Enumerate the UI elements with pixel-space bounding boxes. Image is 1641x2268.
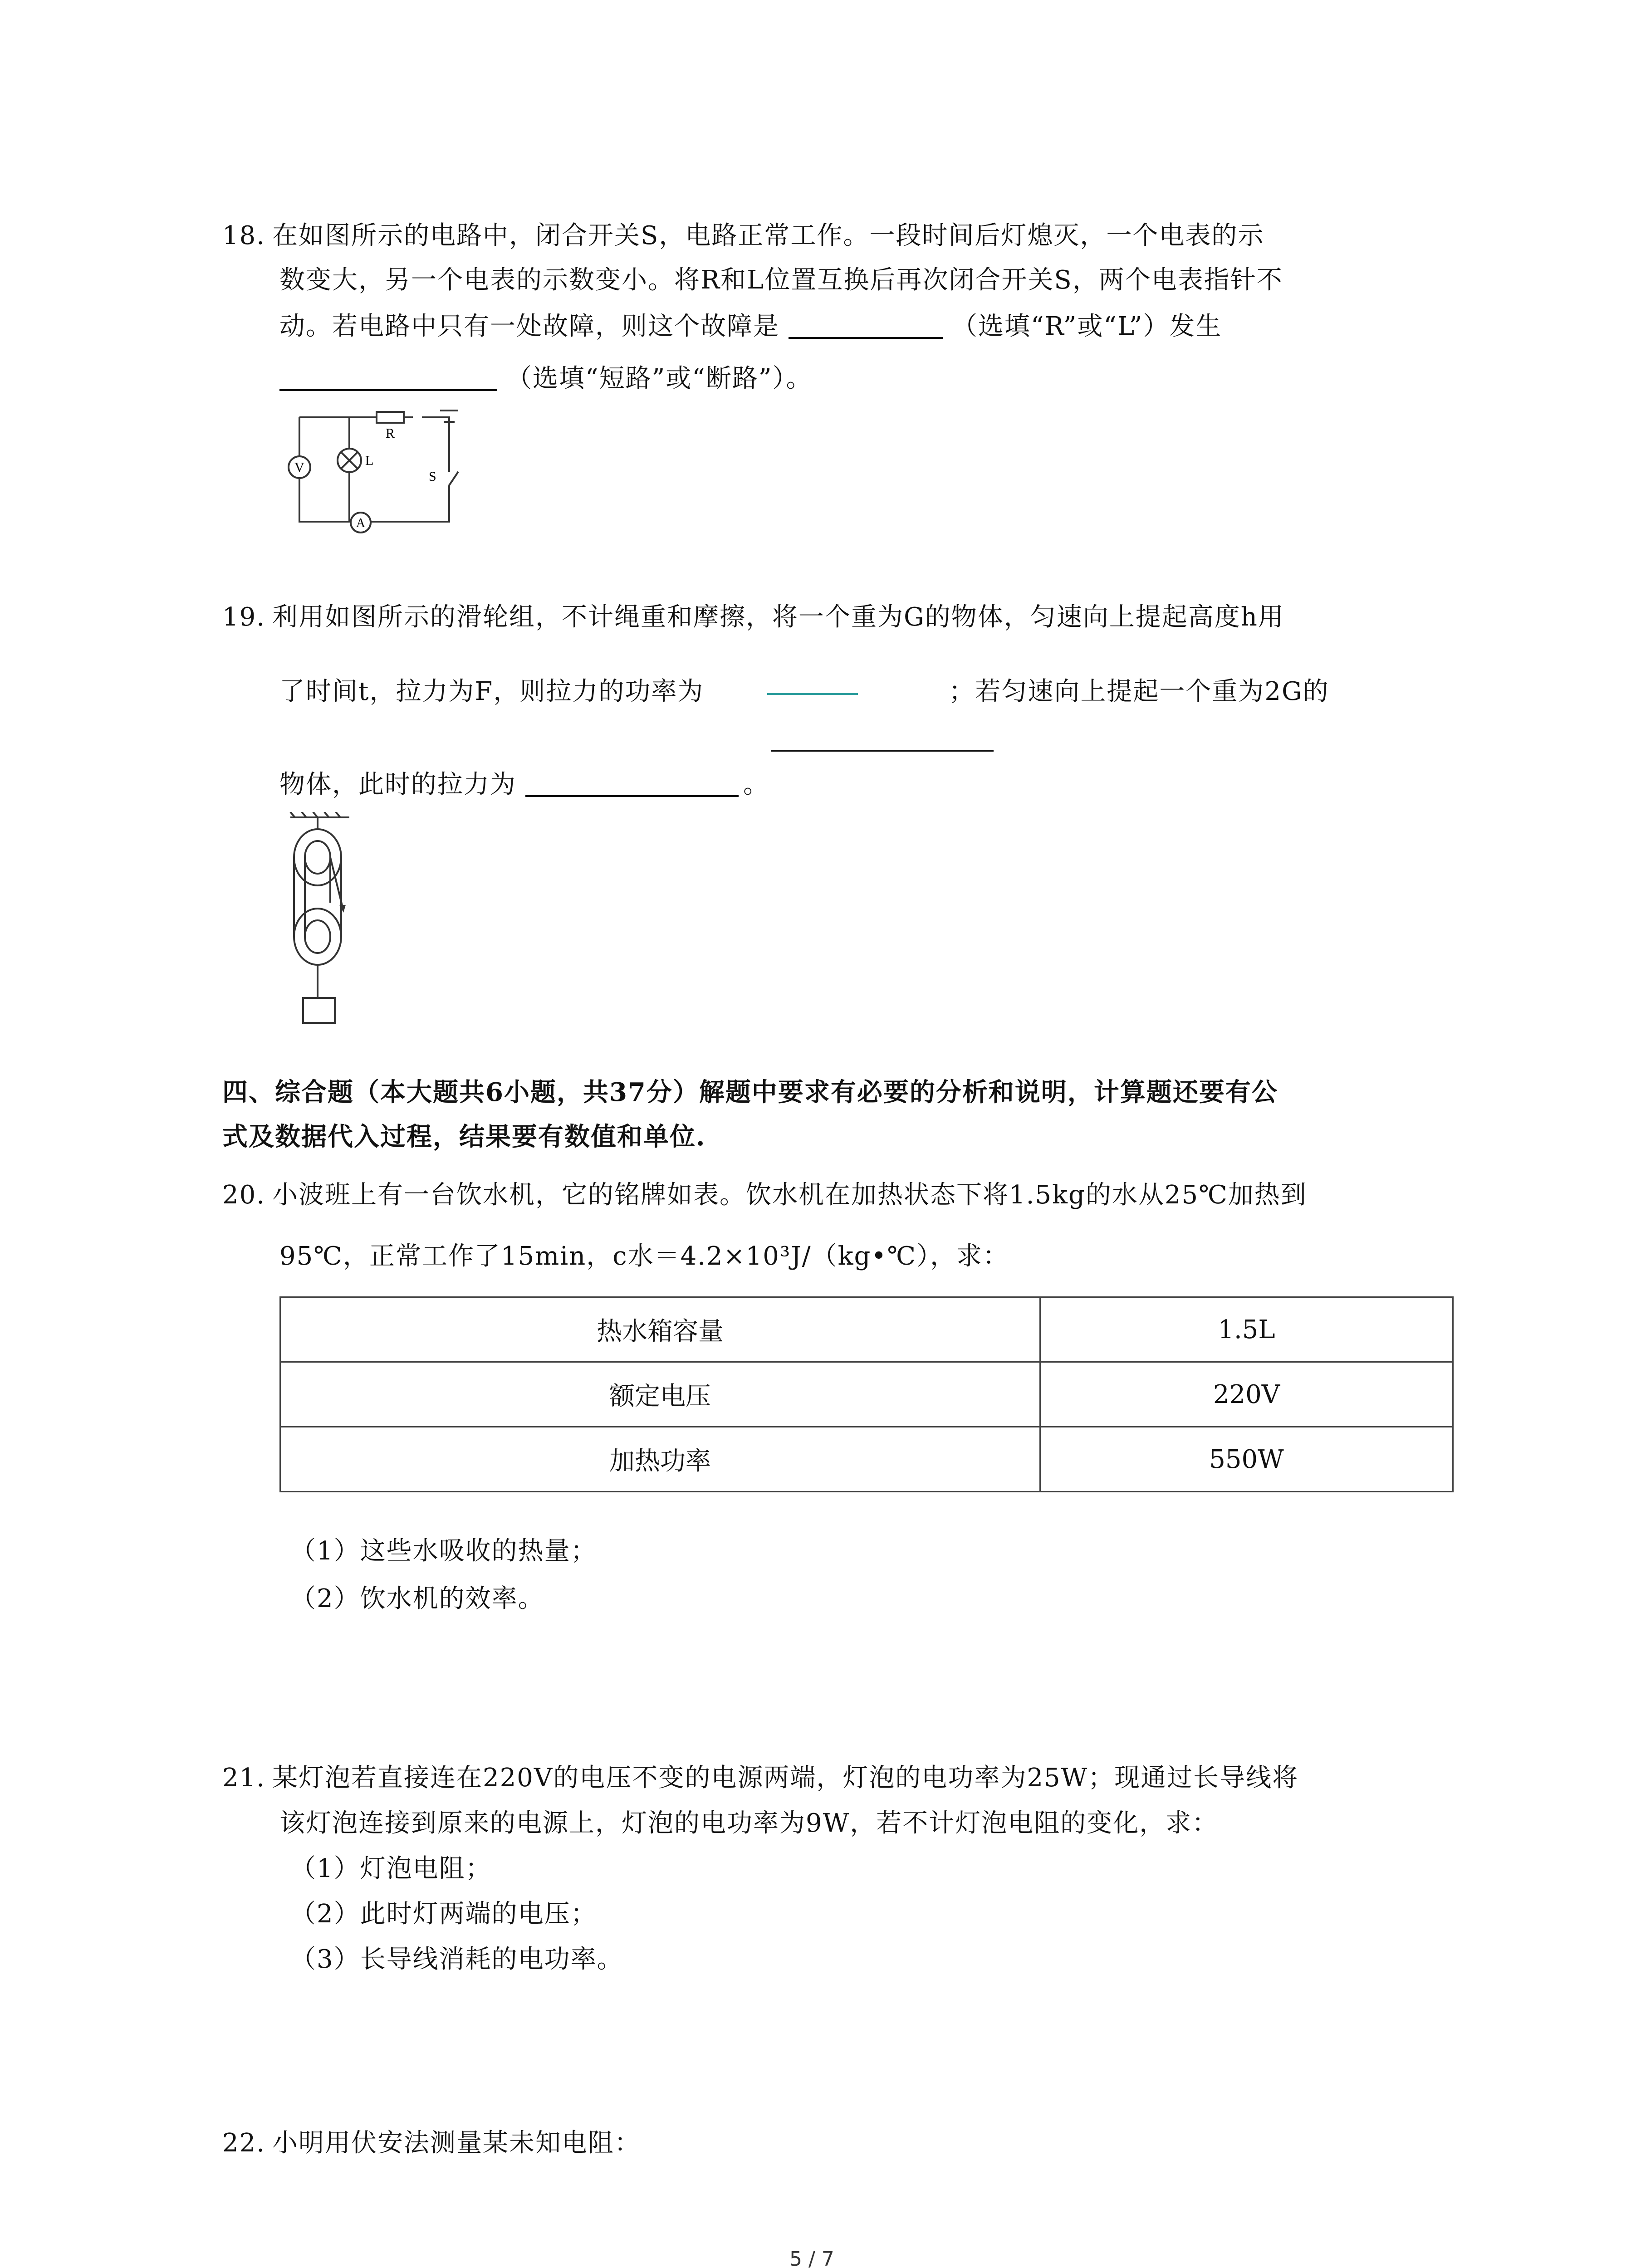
- q21-sub2: （2）此时灯两端的电压；: [290, 1899, 597, 1929]
- page-number: 5 / 7: [789, 2248, 834, 2268]
- table-cell-label: 加热功率: [280, 1427, 1040, 1492]
- q19-line1: 19. 利用如图所示的滑轮组，不计绳重和摩擦，将一个重为G的物体，匀速向上提起高度h用: [222, 601, 1284, 633]
- q18-circuit-diagram: [272, 404, 463, 540]
- circuit-label-v: V: [294, 460, 304, 475]
- q21-number: 21.: [222, 1763, 266, 1793]
- table-cell-value: 550W: [1040, 1427, 1453, 1492]
- section4-heading-line1: 四、综合题（本大题共6小题，共37分）解题中要求有必要的分析和说明，计算题还要有公: [222, 1077, 1278, 1107]
- table-cell-label: 热水箱容量: [280, 1297, 1040, 1362]
- table-row: [280, 1297, 1453, 1362]
- q21-line1: 21. 某灯泡若直接连在220V的电压不变的电源两端，灯泡的电功率为25W；现通过长导线将: [222, 1762, 1298, 1794]
- q19-answer-blank-1[interactable]: [771, 723, 994, 752]
- q18-number: 18.: [222, 221, 266, 250]
- q21-sub1: （1）灯泡电阻；: [290, 1854, 492, 1883]
- q21-sub3: （3）长导线消耗的电功率。: [290, 1945, 623, 1974]
- q21-line2: 该灯泡连接到原来的电源上，灯泡的电功率为9W，若不计灯泡电阻的变化，求：: [279, 1809, 1219, 1838]
- q19-answer-hint-line: [767, 676, 858, 695]
- circuit-label-l: L: [365, 453, 374, 468]
- q18-answer-blank-2[interactable]: [279, 363, 497, 391]
- q19-line2: 了时间t，拉力为F，则拉力的功率为 ；若匀速向上提起一个重为2G的: [279, 677, 1329, 706]
- water-dispenser-nameplate-table: [279, 1296, 1454, 1492]
- q19-number: 19.: [222, 602, 266, 632]
- q19-line3: 物体，此时的拉力为 。: [279, 770, 769, 799]
- circuit-label-a: A: [356, 516, 366, 530]
- q19-pulley-diagram: [281, 812, 363, 1034]
- circuit-label-r: R: [386, 426, 395, 441]
- q20-sub1: （1）这些水吸收的热量；: [290, 1536, 597, 1566]
- q19-answer-blank-2[interactable]: [525, 769, 739, 797]
- q20-line1: 20. 小波班上有一台饮水机，它的铭牌如表。饮水机在加热状态下将1.5kg的水从25℃加热到: [222, 1179, 1307, 1211]
- table-cell-value: 220V: [1040, 1362, 1453, 1427]
- q18-line2: 数变大，另一个电表的示数变小。将R和L位置互换后再次闭合开关S，两个电表指针不: [279, 265, 1283, 295]
- q22-number: 22.: [222, 2128, 266, 2158]
- table-cell-label: 额定电压: [280, 1362, 1040, 1427]
- q18-line4: （选填“短路”或“断路”）。: [279, 363, 813, 395]
- circuit-label-s: S: [429, 469, 436, 484]
- table-row: [280, 1427, 1453, 1492]
- q20-sub2: （2）饮水机的效率。: [290, 1584, 544, 1613]
- q20-line2: 95℃，正常工作了15min，c水＝4.2×10³J/（kg•℃），求：: [279, 1242, 1009, 1271]
- q18-line1: 18. 在如图所示的电路中，闭合开关S，电路正常工作。一段时间后灯熄灭，一个电表的示: [222, 220, 1264, 252]
- q20-number: 20.: [222, 1180, 266, 1210]
- section4-heading-line2: 式及数据代入过程，结果要有数值和单位.: [222, 1122, 706, 1152]
- q18-answer-blank-1[interactable]: [789, 311, 943, 339]
- table-cell-value: 1.5L: [1040, 1297, 1453, 1362]
- q18-line3: 动。若电路中只有一处故障，则这个故障是 （选填“R”或“L”）发生: [279, 312, 1222, 341]
- table-row: [280, 1362, 1453, 1427]
- q22-line1: 22. 小明用伏安法测量某未知电阻：: [222, 2127, 641, 2159]
